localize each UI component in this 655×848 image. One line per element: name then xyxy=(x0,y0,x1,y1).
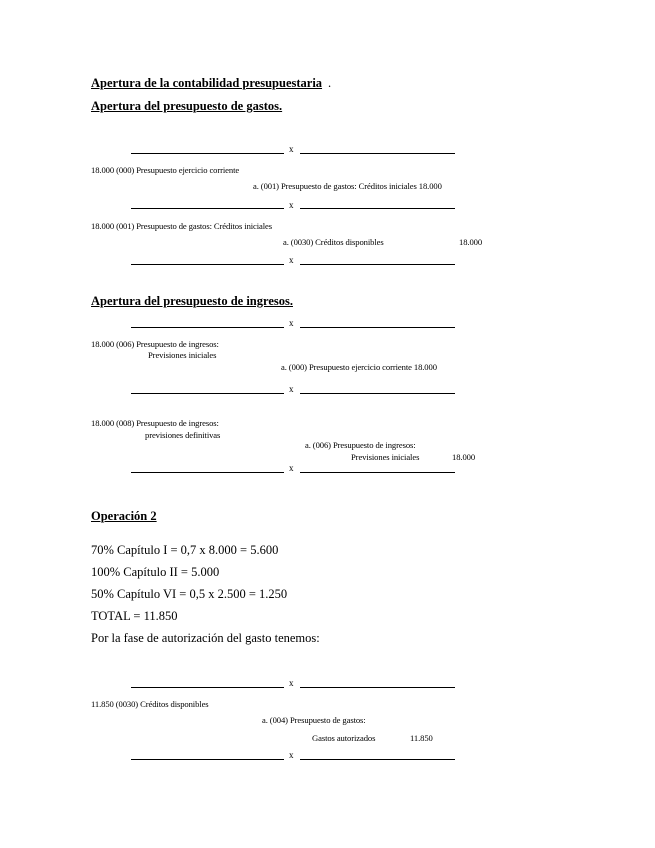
entry-2-amount: 18.000 xyxy=(459,237,483,247)
entry-5-debit: 11.850 (0030) Créditos disponibles xyxy=(91,699,209,709)
entry-3-debit-sub: Previsiones iniciales xyxy=(148,350,217,360)
entry-3-debit: 18.000 (006) Presupuesto de ingresos: xyxy=(91,339,219,349)
separator-line-right xyxy=(300,264,455,265)
heading-period: . xyxy=(328,76,332,90)
operation-line: 100% Capítulo II = 5.000 xyxy=(91,565,220,579)
operation-note: Por la fase de autorización del gasto tenemos: xyxy=(91,631,320,645)
separator-line-right xyxy=(300,687,455,688)
separator-line-right xyxy=(300,208,455,209)
separator-line-right xyxy=(300,393,455,394)
separator-line-left xyxy=(131,687,284,688)
separator-line-left xyxy=(131,759,284,760)
entry-5-credit: a. (004) Presupuesto de gastos: xyxy=(262,715,366,725)
separator-x: x xyxy=(289,384,294,394)
separator-x: x xyxy=(289,750,294,760)
entry-4-debit-sub: previsiones definitivas xyxy=(145,430,221,440)
separator-line-right xyxy=(300,759,455,760)
entry-4-credit: a. (006) Presupuesto de ingresos: xyxy=(305,440,416,450)
entry-5-amount: 11.850 xyxy=(410,733,433,743)
entry-2-credit: a. (0030) Créditos disponibles xyxy=(283,237,384,247)
separator-x: x xyxy=(289,463,294,473)
separator-line-left xyxy=(131,393,284,394)
operation-line: 70% Capítulo I = 0,7 x 8.000 = 5.600 xyxy=(91,543,279,557)
separator-x: x xyxy=(289,678,294,688)
entry-1-credit: a. (001) Presupuesto de gastos: Créditos iniciales 18.000 xyxy=(253,181,442,191)
separator-x: x xyxy=(289,144,294,154)
separator-line-left xyxy=(131,208,284,209)
heading-apertura-gastos: Apertura del presupuesto de gastos. xyxy=(91,99,283,113)
entry-4-debit: 18.000 (008) Presupuesto de ingresos: xyxy=(91,418,219,428)
entry-1-debit: 18.000 (000) Presupuesto ejercicio corriente xyxy=(91,165,240,175)
separator-x: x xyxy=(289,200,294,210)
separator-line-right xyxy=(300,327,455,328)
separator-line-left xyxy=(131,472,284,473)
entry-5-credit-sub: Gastos autorizados xyxy=(312,733,376,743)
heading-apertura-contabilidad: Apertura de la contabilidad presupuestaria xyxy=(91,76,323,90)
entry-4-amount: 18.000 xyxy=(452,452,476,462)
heading-operacion-2: Operación 2 xyxy=(91,509,157,523)
separator-line-right xyxy=(300,472,455,473)
separator-line-left xyxy=(131,327,284,328)
separator-x: x xyxy=(289,318,294,328)
entry-3-credit: a. (000) Presupuesto ejercicio corriente 18.000 xyxy=(281,362,437,372)
operation-line: 50% Capítulo VI = 0,5 x 2.500 = 1.250 xyxy=(91,587,288,601)
heading-apertura-ingresos: Apertura del presupuesto de ingresos. xyxy=(91,294,293,308)
separator-line-left xyxy=(131,153,284,154)
entry-2-debit: 18.000 (001) Presupuesto de gastos: Créditos iniciales xyxy=(91,221,273,231)
operation-total: TOTAL = 11.850 xyxy=(91,609,178,623)
separator-line-right xyxy=(300,153,455,154)
entry-4-credit-sub: Previsiones iniciales xyxy=(351,452,420,462)
separator-x: x xyxy=(289,255,294,265)
separator-line-left xyxy=(131,264,284,265)
